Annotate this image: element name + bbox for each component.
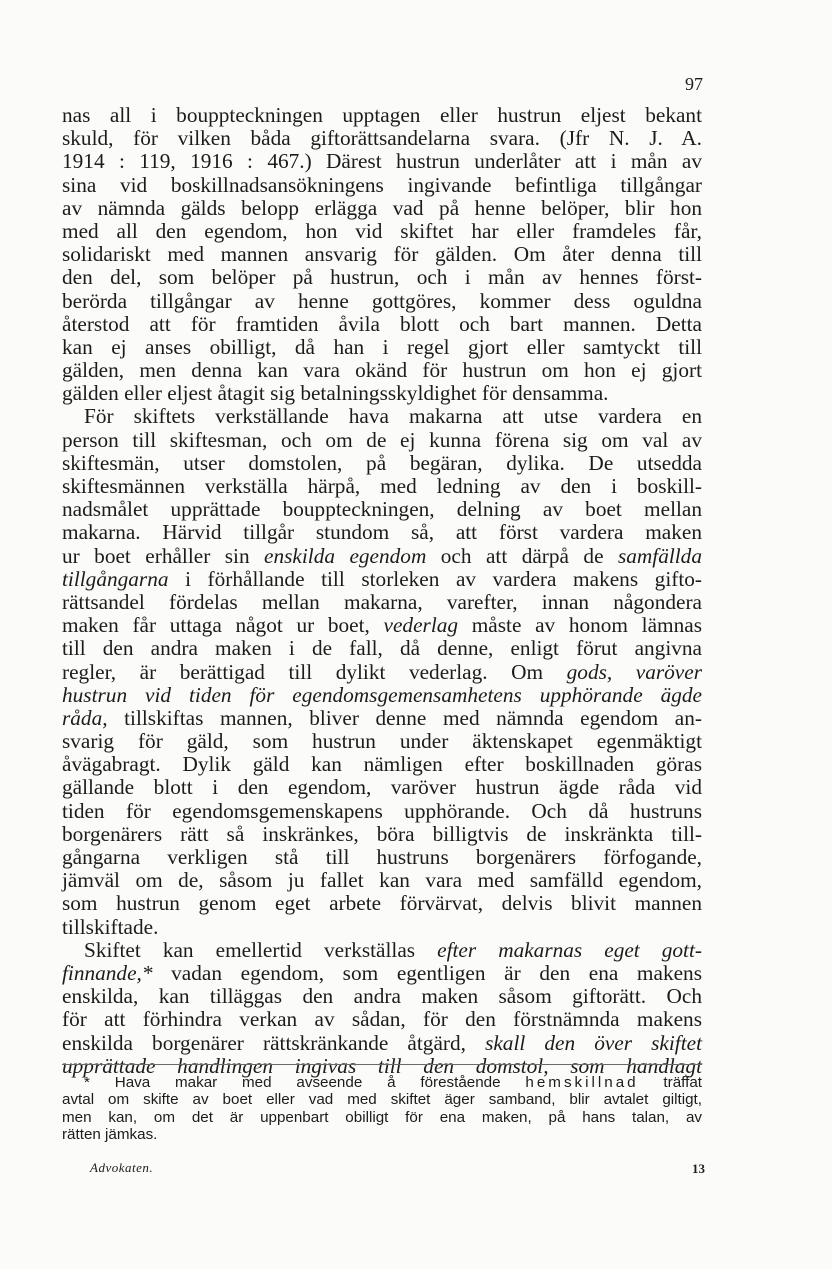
text-line: [62, 614, 702, 637]
text-run: * Hava makar med avseende å förestående: [84, 1074, 526, 1091]
footnote-line: [62, 1126, 702, 1143]
text-line: [62, 892, 702, 915]
text-run: gångarna verkligen stå till hustruns borgenärers förfogande,: [62, 845, 702, 869]
text-run: person till skiftesman, och om de ej kunna förena sig om val av: [62, 427, 702, 452]
text-line: [62, 429, 702, 452]
text-run: tillskiftade.: [62, 914, 159, 939]
text-line: [62, 220, 702, 243]
text-line: [62, 800, 702, 823]
page-number: 97: [685, 74, 703, 94]
text-run: solidariskt med mannen ansvarig för gälden. Om åter denna till: [62, 242, 702, 267]
text-run: svarig för gäld, som hustrun under äktenskapet egenmäktigt: [62, 729, 702, 754]
footnote-line: [62, 1109, 702, 1126]
text-line: [62, 869, 702, 892]
text-run: och att därpå de: [426, 543, 618, 568]
text-run: måste av honom lämnas: [458, 613, 702, 638]
text-line: [62, 127, 702, 150]
text-run: skuld, för vilken båda giftorättsandelarna svara. (Jfr N. J. A.: [62, 126, 702, 151]
text-run: den del, som belöper på hustrun, och i mån av hennes först-: [62, 265, 702, 290]
text-line: [62, 313, 702, 336]
text-line: [62, 591, 702, 614]
text-line: [62, 776, 702, 799]
text-line: [62, 1008, 702, 1031]
text-run: åvägabragt. Dylik gäld kan nämligen efter boskillnaden göras: [62, 752, 702, 777]
text-line: [62, 150, 702, 173]
text-run: träffat: [638, 1074, 702, 1091]
text-run: av nämnda gälds belopp erlägga vad på henne belöper, blir hon: [62, 195, 702, 220]
footnote-line: [62, 1074, 702, 1091]
text-run: med all den egendom, hon vid skiftet har eller framdeles får,: [62, 218, 702, 243]
italic-text: upprättade handlingen ingivas till den domstol, som handlagt: [62, 1053, 702, 1078]
text-run: gällande blott i den egendom, varöver hustrun ägde råda vid: [62, 775, 702, 800]
text-run: nas all i bouppteckningen upptagen eller hustrun eljest bekant: [62, 103, 702, 127]
italic-text: hustrun vid tiden för egendomsgemensamhetens upphörande ägde: [62, 682, 702, 707]
text-run: jämväl om de, såsom ju fallet kan vara med samfälld egendom,: [62, 868, 702, 893]
italic-text: skall den över skiftet: [485, 1030, 702, 1055]
italic-text: enskilda egendom: [264, 543, 427, 568]
text-run: för att förhindra verkan av sådan, för den förstnämnda makens: [62, 1007, 702, 1032]
text-line: [62, 661, 702, 684]
text-run: För skiftets verkställande hava makarna att utse vardera en: [84, 404, 702, 429]
text-run: borgenärers rätt så inskränkes, böra billigtvis de inskränkta till-: [62, 821, 702, 846]
italic-text: råda,: [62, 705, 108, 730]
text-line: [62, 846, 702, 869]
text-line: [62, 266, 702, 289]
spaced-text: hemskillnad: [525, 1074, 639, 1091]
text-line: [62, 475, 702, 498]
text-run: kan ej anses obilligt, då han i regel gjort eller samtyckt till: [62, 334, 702, 359]
text-line: [62, 498, 702, 521]
text-run: 1914 : 119, 1916 : 467.) Därest hustrun underlåter att i mån av: [62, 149, 702, 174]
text-run: gälden, men denna kan vara okänd för hustrun om hon ej gjort: [62, 358, 702, 383]
text-run: återstod att för framtiden åvila blott och bart mannen. Detta: [62, 311, 702, 336]
text-run: maken får uttaga något ur boet,: [62, 613, 384, 638]
text-line: [62, 452, 702, 475]
text-line: [62, 823, 702, 846]
text-line: [62, 359, 702, 382]
italic-text: finnande,*: [62, 960, 153, 985]
body-text: [62, 104, 702, 1078]
text-run: skiftesmännen verkställa härpå, med ledning av den i boskill-: [62, 474, 702, 498]
text-run: ur boet erhåller sin: [62, 543, 265, 568]
text-run: regler, är berättigad till dylikt vederlag. Om: [62, 659, 567, 684]
text-line: [62, 382, 702, 405]
text-run: i förhållande till storleken av vardera makens gifto-: [168, 566, 702, 591]
italic-text: efter makarnas eget gott-: [437, 937, 702, 962]
italic-text: vederlag: [383, 613, 459, 638]
text-run: gälden eller eljest åtagit sig betalningsskyldighet för densamma.: [62, 381, 609, 406]
text-run: tillskiftas mannen, bliver denne med nämnda egendom an-: [107, 705, 702, 730]
text-run: enskilda, kan tilläggas den andra maken såsom giftorätt. Och: [62, 984, 702, 1009]
text-run: makarna. Härvid tillgår stundom så, att först vardera maken: [62, 520, 702, 545]
italic-text: gods, varöver: [566, 659, 702, 684]
text-run: Skiftet kan emellertid verkställas: [84, 937, 438, 962]
text-line: [62, 104, 702, 127]
text-line: [62, 243, 702, 266]
text-run: vadan egendom, som egentligen är den ena makens: [152, 960, 702, 985]
text-run: avtal om skifte av boet eller vad med skiftet äger samband, blir avtalet giltigt,: [62, 1091, 702, 1109]
signature-mark: Advokaten.: [90, 1160, 154, 1175]
text-line: [62, 916, 702, 939]
text-run: skiftesmän, utser domstolen, på begäran, dylika. De utsedda: [62, 450, 702, 475]
italic-text: samfällda: [617, 543, 702, 568]
text-line: [62, 197, 702, 220]
sheet-number: 13: [692, 1161, 705, 1176]
text-run: enskilda borgenärer rättskränkande åtgärd,: [62, 1030, 486, 1055]
text-run: tiden för egendomsgemenskapens upphörande. Och då hustruns: [62, 798, 702, 823]
text-line: [62, 1032, 702, 1055]
text-line: [62, 637, 702, 660]
text-line: [62, 730, 702, 753]
text-line: [62, 174, 702, 197]
text-line: [62, 521, 702, 544]
text-run: nadsmålet upprättade bouppteckningen, delning av boet mellan: [62, 497, 702, 522]
text-line: [62, 545, 702, 568]
text-line: [62, 939, 702, 962]
footnote-divider: [62, 1064, 702, 1065]
text-line: [62, 707, 702, 730]
text-line: [62, 985, 702, 1008]
footnote-line: [62, 1091, 702, 1108]
text-run: rätten jämkas.: [62, 1126, 158, 1144]
text-run: sina vid boskillnadsansökningens ingivande befintliga tillgångar: [62, 172, 702, 197]
text-line: [62, 405, 702, 428]
text-line: [62, 568, 702, 591]
text-line: [62, 290, 702, 313]
text-line: [62, 684, 702, 707]
text-run: berörda tillgångar av henne gottgöres, kommer dess oguldna: [62, 288, 702, 313]
text-run: som hustrun genom eget arbete förvärvat, delvis blivit mannen: [62, 891, 702, 916]
italic-text: tillgångarna: [62, 566, 169, 591]
text-run: men kan, om det är uppenbart obilligt för ena maken, på hans talan, av: [62, 1108, 702, 1126]
text-run: till den andra maken i de fall, då denne, enligt förut angivna: [62, 636, 702, 661]
text-line: [62, 962, 702, 985]
text-line: [62, 336, 702, 359]
footnote: [62, 1074, 702, 1144]
text-run: rättsandel fördelas mellan makarna, varefter, innan någondera: [62, 589, 702, 614]
text-line: [62, 753, 702, 776]
